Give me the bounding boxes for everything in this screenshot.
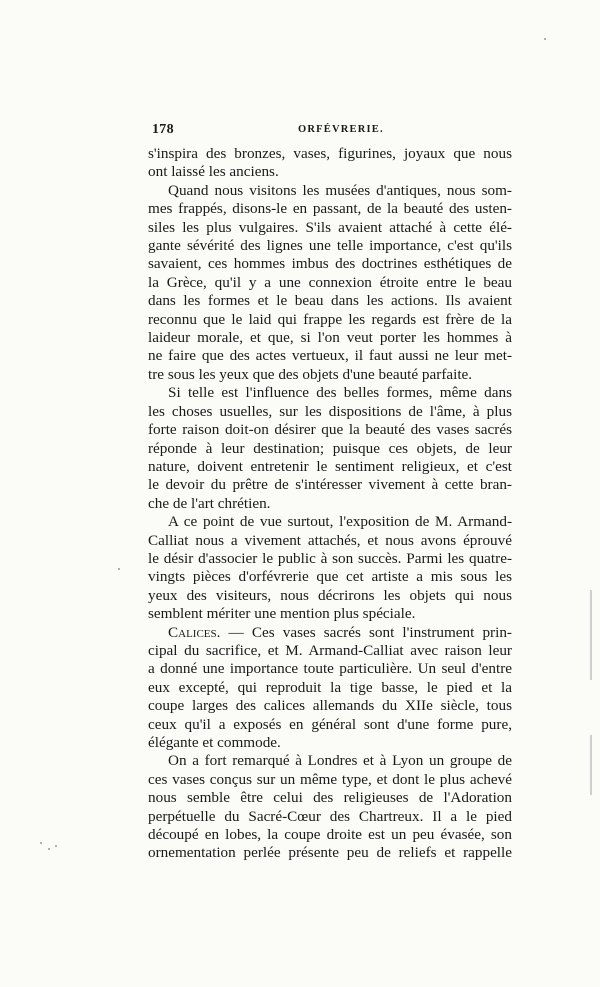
- scan-speck: [48, 848, 50, 850]
- section-start-line: [148, 624, 512, 642]
- text-line: ornementation perlée présente peu de reliefs et rappelle: [148, 844, 512, 862]
- paragraph-start-line: Quand nous visitons les musées d'antiques, nous som-: [168, 181, 512, 199]
- page-header: [152, 122, 512, 140]
- paragraph-start-line: A ce point de vue surtout, l'exposition de M. Armand-: [168, 513, 512, 531]
- text-line: dans les formes et le beau dans les actions. Ils avaient: [148, 292, 512, 310]
- text-line: coupe larges des calices allemands du XIIe siècle, tous: [148, 697, 512, 715]
- scan-speck: [40, 842, 42, 844]
- text-line: réponde à leur destination; puisque ces objets, de leur: [148, 439, 512, 457]
- text-line: s'inspira des bronzes, vases, figurines, joyaux que nous: [148, 145, 512, 162]
- paragraph-start-line: Si telle est l'influence des belles formes, même dans: [168, 384, 512, 402]
- text-line: la Grèce, qu'il y a une connexion étroite entre le beau: [148, 273, 512, 291]
- text-line: gante sévérité des lignes une telle importance, c'est qu'ils: [148, 237, 512, 255]
- text-line: semblent mériter une mention plus spéciale.: [148, 605, 416, 623]
- text-line: perpétuelle du Sacré-Cœur des Chartreux. Il a le pied: [148, 807, 512, 825]
- text-line: les choses usuelles, sur les dispositions de l'âme, à plus: [148, 402, 512, 420]
- text-line: eux excepté, qui reproduit la tige basse, le pied et la: [148, 678, 512, 696]
- section-heading: Calices.: [168, 623, 221, 641]
- scan-speck: [118, 568, 120, 570]
- text-line: Calliat nous a vivement attachés, et nous avons éprouvé: [148, 531, 512, 549]
- page-number: 178: [152, 122, 174, 137]
- text-line: yeux des visiteurs, nous décrirons les objets qui nous: [148, 586, 512, 604]
- text-line: savaient, ces hommes imbus des doctrines esthétiques de: [148, 255, 512, 273]
- text-line: reconnu que le laid qui frappe les regards est frère de la: [148, 310, 512, 328]
- text-line: a donné une importance toute particulière. Un seul d'entre: [148, 660, 512, 678]
- body-text: [148, 145, 512, 863]
- text-line: élégante et commode.: [148, 734, 281, 751]
- text-line: ces vases conçus sur un même type, et dont le plus achevé: [148, 770, 512, 788]
- text-line: che de l'art chrétien.: [148, 494, 271, 512]
- text-line: nous semble être celui des religieuses de l'Adoration: [148, 789, 512, 807]
- text-line: laideur morale, et que, si l'on veut porter les hommes à: [148, 329, 512, 347]
- scan-edge-shadow: [590, 735, 592, 795]
- text-line: le désir d'associer le public à son succès. Parmi les quatre-: [148, 549, 512, 567]
- text-line: ceux qu'il a exposés en général sont d'une forme pure,: [148, 715, 512, 733]
- text-line: découpé en lobes, la coupe droite est un peu évasée, son: [148, 826, 512, 844]
- text-line: ont laissé les anciens.: [148, 163, 279, 181]
- text-line: cipal du sacrifice, et M. Armand-Calliat avec raison leur: [148, 641, 512, 659]
- text-line: vingts pièces d'orfévrerie que cet artiste a mis sous les: [148, 568, 512, 586]
- running-title: ORFÉVRERIE.: [298, 124, 384, 135]
- scan-speck: [55, 845, 57, 847]
- scan-speck: [544, 38, 546, 40]
- paragraph-start-line: On a fort remarqué à Londres et à Lyon un groupe de: [168, 752, 512, 770]
- text-line: tre sous les yeux que des objets d'une beauté parfaite.: [148, 365, 473, 383]
- text-line: le devoir du prêtre de s'intéresser vivement à cette bran-: [148, 476, 512, 494]
- text-line: mes frappés, disons-le en passant, de la beauté des usten-: [148, 200, 512, 218]
- scan-edge-shadow: [590, 590, 592, 680]
- text-line: forte raison doit-on désirer que la beauté des vases sacrés: [148, 421, 512, 439]
- text-line: nature, doivent entretenir le sentiment religieux, et c'est: [148, 457, 512, 475]
- section-line-text: — Ces vases sacrés sont l'instrument prin-: [220, 623, 512, 641]
- text-line: siles les plus vulgaires. S'ils avaient attaché à cette élé-: [148, 218, 512, 236]
- text-line: ne faire que des actes vertueux, il faut aussi ne leur met-: [148, 347, 512, 365]
